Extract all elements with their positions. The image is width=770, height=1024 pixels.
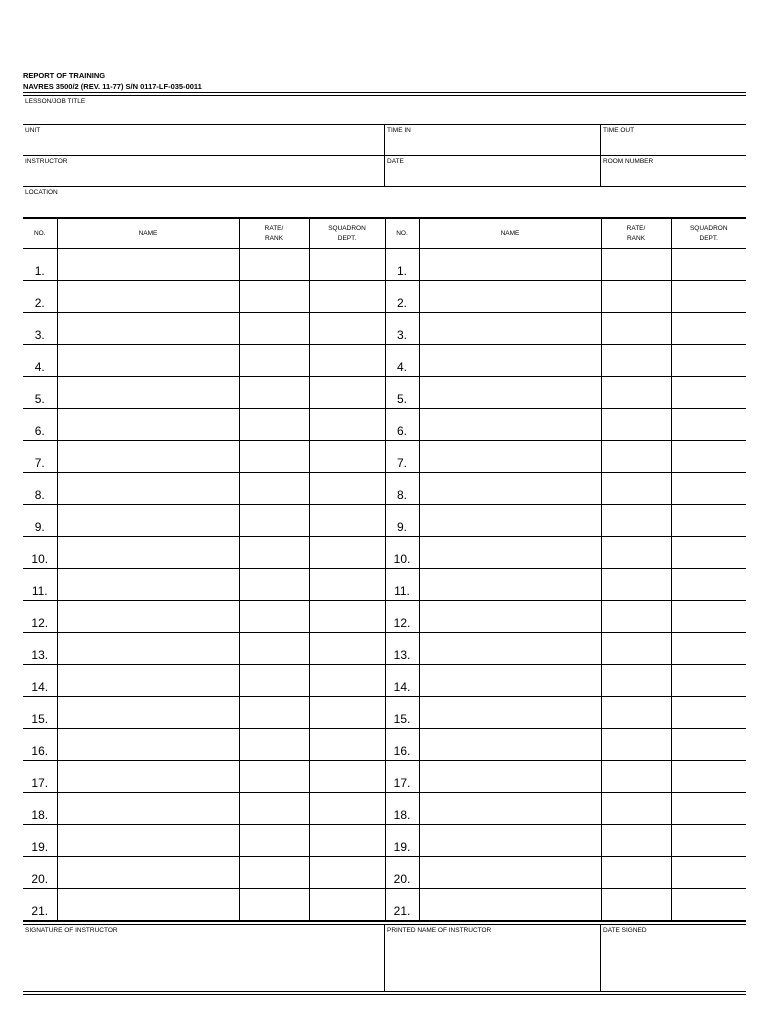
- rate-rank-cell[interactable]: [239, 857, 309, 889]
- squadron-dept-cell[interactable]: [671, 761, 746, 793]
- name-cell[interactable]: [419, 569, 601, 601]
- name-cell[interactable]: [57, 345, 239, 377]
- room-number-label: ROOM NUMBER: [603, 158, 654, 165]
- name-cell[interactable]: [57, 505, 239, 537]
- rate-rank-cell[interactable]: [239, 473, 309, 505]
- signature-field[interactable]: [23, 925, 384, 991]
- name-cell[interactable]: [57, 729, 239, 761]
- name-cell[interactable]: [419, 537, 601, 569]
- row-number: 14.: [23, 665, 57, 697]
- rate-rank-cell[interactable]: [239, 377, 309, 409]
- instructor-label: INSTRUCTOR: [25, 158, 68, 165]
- name-cell[interactable]: [57, 601, 239, 633]
- name-cell[interactable]: [57, 793, 239, 825]
- squadron-dept-cell[interactable]: [671, 601, 746, 633]
- unit-row: [23, 125, 746, 156]
- squadron-dept-cell[interactable]: [309, 569, 385, 601]
- table-row: [23, 601, 746, 633]
- table-row: [23, 313, 746, 345]
- row-number: 18.: [385, 793, 419, 825]
- squadron-dept-cell[interactable]: [309, 345, 385, 377]
- squadron-dept-cell[interactable]: [309, 633, 385, 665]
- name-cell[interactable]: [57, 889, 239, 921]
- name-cell[interactable]: [419, 377, 601, 409]
- name-cell[interactable]: [419, 761, 601, 793]
- form-title: REPORT OF TRAINING: [23, 71, 106, 80]
- rate-rank-cell[interactable]: [601, 857, 671, 889]
- row-number: 6.: [385, 409, 419, 441]
- col-header-name: NAME: [419, 219, 601, 249]
- row-number: 16.: [23, 729, 57, 761]
- row-number: 17.: [385, 761, 419, 793]
- name-cell[interactable]: [419, 729, 601, 761]
- name-cell[interactable]: [419, 281, 601, 313]
- squadron-dept-cell[interactable]: [671, 537, 746, 569]
- rate-rank-cell[interactable]: [239, 633, 309, 665]
- unit-field[interactable]: [23, 125, 384, 155]
- squadron-dept-cell[interactable]: [671, 569, 746, 601]
- squadron-dept-cell[interactable]: [309, 665, 385, 697]
- rate-rank-cell[interactable]: [601, 441, 671, 473]
- name-cell[interactable]: [57, 441, 239, 473]
- table-row: [23, 473, 746, 505]
- rate-rank-cell[interactable]: [601, 505, 671, 537]
- name-cell[interactable]: [57, 409, 239, 441]
- name-cell[interactable]: [419, 857, 601, 889]
- name-cell[interactable]: [57, 633, 239, 665]
- lesson-row: [23, 96, 746, 125]
- table-row: [23, 537, 746, 569]
- rate-rank-cell[interactable]: [239, 793, 309, 825]
- squadron-dept-cell[interactable]: [671, 633, 746, 665]
- lesson-title-field[interactable]: [23, 96, 746, 124]
- date-signed-field[interactable]: [600, 925, 746, 991]
- row-number: 3.: [23, 313, 57, 345]
- row-number: 19.: [385, 825, 419, 857]
- unit-label: UNIT: [25, 127, 41, 134]
- rate-rank-cell[interactable]: [239, 889, 309, 921]
- row-number: 18.: [23, 793, 57, 825]
- col-header-squadron-dept: SQUADRON DEPT.: [671, 219, 746, 249]
- squadron-dept-cell[interactable]: [671, 409, 746, 441]
- table-row: [23, 793, 746, 825]
- date-field[interactable]: [384, 156, 600, 186]
- row-number: 19.: [23, 825, 57, 857]
- table-row: [23, 377, 746, 409]
- rate-rank-cell[interactable]: [239, 537, 309, 569]
- instructor-field[interactable]: [23, 156, 384, 186]
- training-report-form: [23, 70, 746, 995]
- col-header-no: NO.: [23, 219, 57, 249]
- squadron-dept-cell[interactable]: [309, 409, 385, 441]
- name-cell[interactable]: [57, 825, 239, 857]
- table-row: [23, 729, 746, 761]
- name-cell[interactable]: [419, 793, 601, 825]
- rate-rank-cell[interactable]: [601, 377, 671, 409]
- name-cell[interactable]: [57, 473, 239, 505]
- signature-label: SIGNATURE OF INSTRUCTOR: [25, 927, 118, 934]
- row-number: 4.: [23, 345, 57, 377]
- name-cell[interactable]: [419, 633, 601, 665]
- rate-rank-cell[interactable]: [601, 633, 671, 665]
- squadron-dept-cell[interactable]: [309, 857, 385, 889]
- rate-rank-cell[interactable]: [601, 409, 671, 441]
- row-number: 6.: [23, 409, 57, 441]
- squadron-dept-cell[interactable]: [309, 441, 385, 473]
- rate-rank-cell[interactable]: [601, 825, 671, 857]
- squadron-dept-cell[interactable]: [309, 537, 385, 569]
- row-number: 10.: [23, 537, 57, 569]
- lesson-title-label: LESSON/JOB TITLE: [25, 98, 86, 105]
- squadron-dept-cell[interactable]: [671, 889, 746, 921]
- rate-rank-cell[interactable]: [601, 569, 671, 601]
- rate-rank-cell[interactable]: [601, 345, 671, 377]
- squadron-dept-cell[interactable]: [309, 601, 385, 633]
- name-cell[interactable]: [57, 665, 239, 697]
- row-number: 11.: [23, 569, 57, 601]
- name-cell[interactable]: [419, 249, 601, 281]
- location-row: [23, 187, 746, 218]
- squadron-dept-cell[interactable]: [309, 793, 385, 825]
- table-row: [23, 857, 746, 889]
- squadron-dept-cell[interactable]: [671, 313, 746, 345]
- row-number: 5.: [23, 377, 57, 409]
- table-header-row: [23, 219, 746, 249]
- time-in-field[interactable]: [384, 125, 600, 155]
- squadron-dept-cell[interactable]: [309, 377, 385, 409]
- name-cell[interactable]: [419, 825, 601, 857]
- row-number: 20.: [23, 857, 57, 889]
- rate-rank-cell[interactable]: [239, 249, 309, 281]
- double-rule: [23, 991, 746, 995]
- squadron-dept-cell[interactable]: [671, 473, 746, 505]
- squadron-dept-cell[interactable]: [671, 729, 746, 761]
- name-cell[interactable]: [57, 761, 239, 793]
- squadron-dept-cell[interactable]: [309, 729, 385, 761]
- table-row: [23, 569, 746, 601]
- signature-row: [23, 925, 746, 991]
- squadron-dept-cell[interactable]: [309, 889, 385, 921]
- name-cell[interactable]: [419, 665, 601, 697]
- squadron-dept-cell[interactable]: [671, 857, 746, 889]
- form-identifier: NAVRES 3500/2 (REV. 11-77) S/N 0117-LF-035-0011: [23, 82, 202, 91]
- rate-rank-cell[interactable]: [601, 313, 671, 345]
- rate-rank-cell[interactable]: [601, 281, 671, 313]
- squadron-dept-cell[interactable]: [309, 473, 385, 505]
- squadron-dept-cell[interactable]: [309, 825, 385, 857]
- row-number: 10.: [385, 537, 419, 569]
- rate-rank-cell[interactable]: [601, 889, 671, 921]
- name-cell[interactable]: [419, 345, 601, 377]
- table-row: [23, 761, 746, 793]
- name-cell[interactable]: [419, 409, 601, 441]
- location-field[interactable]: [23, 187, 746, 217]
- rate-rank-cell[interactable]: [601, 761, 671, 793]
- rate-rank-cell[interactable]: [239, 281, 309, 313]
- squadron-dept-cell[interactable]: [309, 313, 385, 345]
- squadron-dept-cell[interactable]: [309, 505, 385, 537]
- name-cell[interactable]: [57, 697, 239, 729]
- row-number: 17.: [23, 761, 57, 793]
- name-cell[interactable]: [57, 377, 239, 409]
- table-row: [23, 825, 746, 857]
- location-label: LOCATION: [25, 189, 58, 196]
- squadron-dept-cell[interactable]: [671, 441, 746, 473]
- row-number: 2.: [385, 281, 419, 313]
- name-cell[interactable]: [419, 601, 601, 633]
- squadron-dept-cell[interactable]: [309, 697, 385, 729]
- table-row: [23, 441, 746, 473]
- attendance-table-body: [23, 249, 746, 921]
- name-cell[interactable]: [57, 249, 239, 281]
- squadron-dept-cell[interactable]: [309, 281, 385, 313]
- name-cell[interactable]: [419, 889, 601, 921]
- col-header-name: NAME: [57, 219, 239, 249]
- row-number: 13.: [385, 633, 419, 665]
- date-label: DATE: [387, 158, 404, 165]
- rate-rank-cell[interactable]: [601, 601, 671, 633]
- rate-rank-cell[interactable]: [601, 665, 671, 697]
- row-number: 15.: [23, 697, 57, 729]
- table-row: [23, 409, 746, 441]
- rate-rank-cell[interactable]: [239, 729, 309, 761]
- squadron-dept-cell[interactable]: [671, 345, 746, 377]
- instructor-row: [23, 156, 746, 187]
- rate-rank-cell[interactable]: [239, 825, 309, 857]
- rate-rank-cell[interactable]: [601, 793, 671, 825]
- col-header-rate-rank: RATE/ RANK: [239, 219, 309, 249]
- row-number: 1.: [23, 249, 57, 281]
- name-cell[interactable]: [419, 473, 601, 505]
- name-cell[interactable]: [419, 505, 601, 537]
- time-in-label: TIME IN: [387, 127, 411, 134]
- name-cell[interactable]: [57, 313, 239, 345]
- row-number: 12.: [23, 601, 57, 633]
- rate-rank-cell[interactable]: [239, 569, 309, 601]
- name-cell[interactable]: [57, 569, 239, 601]
- rate-rank-cell[interactable]: [239, 665, 309, 697]
- col-header-rate-rank: RATE/ RANK: [601, 219, 671, 249]
- name-cell[interactable]: [419, 697, 601, 729]
- time-out-label: TIME OUT: [603, 127, 635, 134]
- row-number: 16.: [385, 729, 419, 761]
- rate-rank-cell[interactable]: [601, 697, 671, 729]
- squadron-dept-cell[interactable]: [671, 281, 746, 313]
- row-number: 14.: [385, 665, 419, 697]
- row-number: 1.: [385, 249, 419, 281]
- col-header-no: NO.: [385, 219, 419, 249]
- rate-rank-cell[interactable]: [239, 761, 309, 793]
- squadron-dept-cell[interactable]: [671, 249, 746, 281]
- name-cell[interactable]: [419, 441, 601, 473]
- row-number: 9.: [23, 505, 57, 537]
- room-number-field[interactable]: [600, 156, 746, 186]
- rate-rank-cell[interactable]: [239, 441, 309, 473]
- row-number: 4.: [385, 345, 419, 377]
- row-number: 15.: [385, 697, 419, 729]
- table-row: [23, 633, 746, 665]
- table-row: [23, 505, 746, 537]
- squadron-dept-cell[interactable]: [671, 793, 746, 825]
- squadron-dept-cell[interactable]: [309, 249, 385, 281]
- table-row: [23, 697, 746, 729]
- row-number: 11.: [385, 569, 419, 601]
- name-cell[interactable]: [57, 281, 239, 313]
- rate-rank-cell[interactable]: [601, 537, 671, 569]
- rate-rank-cell[interactable]: [601, 473, 671, 505]
- row-number: 20.: [385, 857, 419, 889]
- row-number: 21.: [385, 889, 419, 921]
- row-number: 2.: [23, 281, 57, 313]
- attendance-table: [23, 218, 746, 921]
- rate-rank-cell[interactable]: [239, 313, 309, 345]
- squadron-dept-cell[interactable]: [309, 761, 385, 793]
- rate-rank-cell[interactable]: [239, 505, 309, 537]
- row-number: 7.: [23, 441, 57, 473]
- table-row: [23, 665, 746, 697]
- squadron-dept-cell[interactable]: [671, 697, 746, 729]
- squadron-dept-cell[interactable]: [671, 665, 746, 697]
- name-cell[interactable]: [57, 857, 239, 889]
- squadron-dept-cell[interactable]: [671, 377, 746, 409]
- row-number: 21.: [23, 889, 57, 921]
- row-number: 8.: [385, 473, 419, 505]
- rate-rank-cell[interactable]: [601, 729, 671, 761]
- table-row: [23, 249, 746, 281]
- row-number: 13.: [23, 633, 57, 665]
- printed-name-field[interactable]: [384, 925, 600, 991]
- time-out-field[interactable]: [600, 125, 746, 155]
- squadron-dept-cell[interactable]: [671, 505, 746, 537]
- rate-rank-cell[interactable]: [239, 345, 309, 377]
- row-number: 8.: [23, 473, 57, 505]
- table-row: [23, 345, 746, 377]
- row-number: 3.: [385, 313, 419, 345]
- name-cell[interactable]: [419, 313, 601, 345]
- printed-name-label: PRINTED NAME OF INSTRUCTOR: [387, 927, 492, 934]
- rate-rank-cell[interactable]: [239, 601, 309, 633]
- name-cell[interactable]: [57, 537, 239, 569]
- rate-rank-cell[interactable]: [239, 409, 309, 441]
- row-number: 7.: [385, 441, 419, 473]
- row-number: 9.: [385, 505, 419, 537]
- col-header-squadron-dept: SQUADRON DEPT.: [309, 219, 385, 249]
- table-row: [23, 281, 746, 313]
- date-signed-label: DATE SIGNED: [603, 927, 647, 934]
- row-number: 5.: [385, 377, 419, 409]
- squadron-dept-cell[interactable]: [671, 825, 746, 857]
- row-number: 12.: [385, 601, 419, 633]
- rate-rank-cell[interactable]: [239, 697, 309, 729]
- table-row: [23, 889, 746, 921]
- rate-rank-cell[interactable]: [601, 249, 671, 281]
